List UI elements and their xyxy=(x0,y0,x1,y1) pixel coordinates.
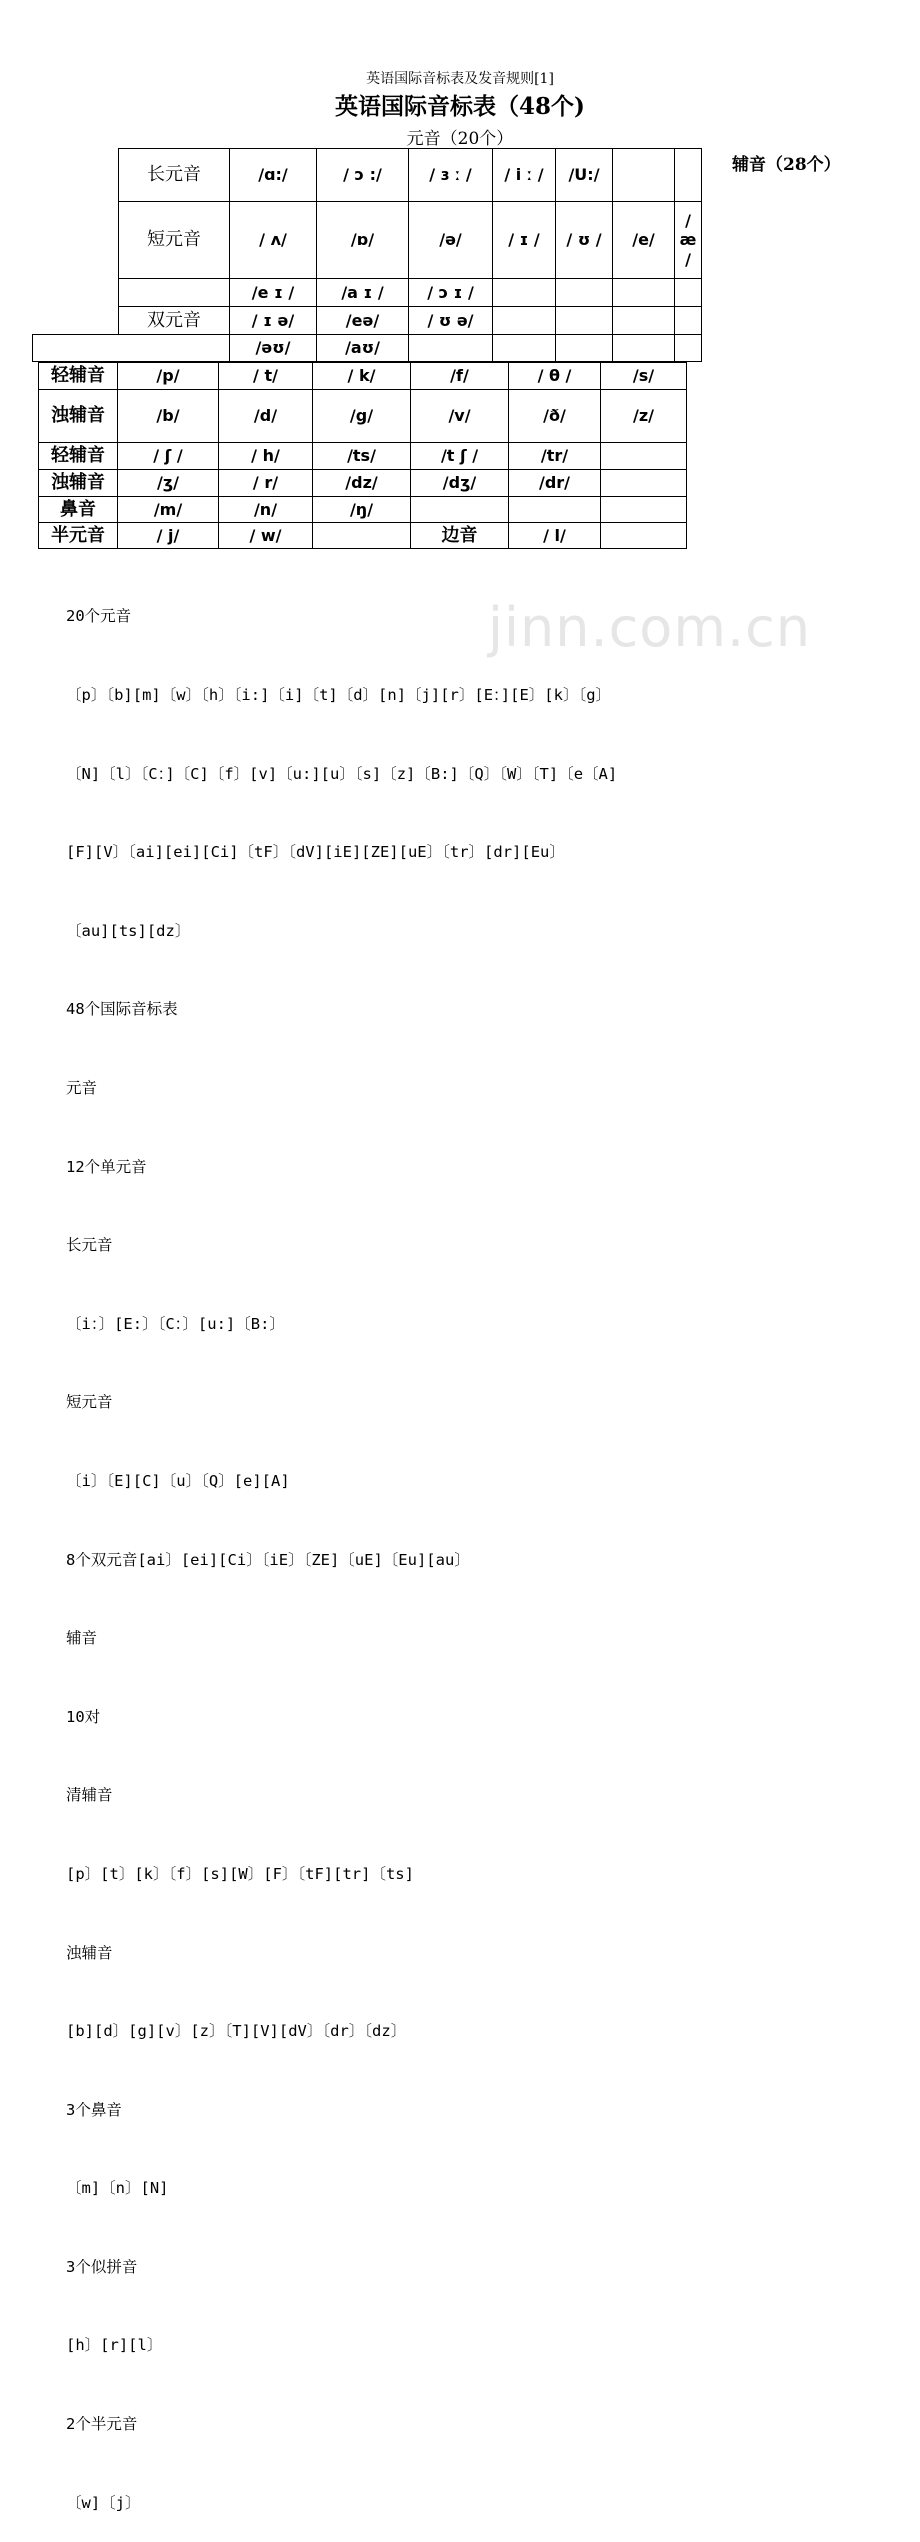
notes-line: 浊辅音 xyxy=(66,1943,113,1962)
consonant-cell: / j/ xyxy=(117,522,219,549)
vowel-cell: /ɑ:/ xyxy=(229,148,317,202)
consonant-cell: /p/ xyxy=(117,362,219,390)
consonant-cell xyxy=(600,469,687,497)
consonant-cell: / r/ xyxy=(218,469,313,497)
document-file-title: 英语国际音标表及发音规则[1] xyxy=(366,71,554,87)
consonant-cell: / h/ xyxy=(218,442,313,470)
vowel-cell: /e ɪ / xyxy=(229,278,317,307)
vowel-cell xyxy=(612,278,675,307)
vowel-cell xyxy=(612,148,675,202)
consonant-cell: /d/ xyxy=(218,389,313,443)
consonant-cell: /dr/ xyxy=(508,469,601,497)
vowel-cell: / ʊ / xyxy=(555,201,613,279)
vowel-cell: / ɜ ː / xyxy=(408,148,493,202)
consonant-cell: /v/ xyxy=(410,389,509,443)
notes-line: [h〕[r][l〕 xyxy=(66,2336,163,2355)
consonant-cell: / t/ xyxy=(218,362,313,390)
notes-line: 3个鼻音 xyxy=(66,2100,122,2119)
consonant-cell xyxy=(410,496,509,523)
vowel-cell: / ɪ ə/ xyxy=(229,306,317,335)
consonant-cell: /s/ xyxy=(600,362,687,390)
consonant-row-label: 轻辅音 xyxy=(38,362,118,390)
lateral-label: 边音 xyxy=(410,522,509,549)
notes-line: 〔p〕〔b][m]〔w〕〔h〕〔i:]〔i]〔t]〔d〕[n]〔j][r〕[E：][E〕[k〕〔g〕 xyxy=(66,686,612,704)
vowel-cell: / i ː / xyxy=(492,148,556,202)
notes-line: 48个国际音标表 xyxy=(66,1000,178,1019)
notes-line: 10对 xyxy=(66,1707,101,1726)
consonant-row-label: 半元音 xyxy=(38,522,118,549)
consonant-cell: /t ʃ / xyxy=(410,442,509,470)
long-vowel-label: 长元音 xyxy=(118,148,230,202)
consonant-row-label: 轻辅音 xyxy=(38,442,118,470)
consonant-cell: / ʃ / xyxy=(117,442,219,470)
consonant-cell: /b/ xyxy=(117,389,219,443)
vowel-cell xyxy=(492,306,556,335)
notes-line: 清辅音 xyxy=(66,1786,113,1805)
diphthong-label: 双元音 xyxy=(118,306,230,335)
consonant-cell: /ŋ/ xyxy=(312,496,411,523)
watermark: jinn.com.cn xyxy=(488,596,812,659)
consonant-row-label: 浊辅音 xyxy=(38,389,118,443)
vowel-cell: /ə/ xyxy=(408,201,493,279)
vowel-cell xyxy=(674,278,702,307)
consonant-cell: /ʒ/ xyxy=(117,469,219,497)
diphthong-label-spacer xyxy=(32,334,230,362)
vowel-cell: / ʌ/ xyxy=(229,201,317,279)
vowel-cell: /ɒ/ xyxy=(316,201,409,279)
notes-line: [p〕[t〕[k〕〔f〕[s][W〕[F〕〔tF][tr]〔ts] xyxy=(66,1864,414,1883)
vowel-cell: / ʊ ə/ xyxy=(408,306,493,335)
consonant-cell xyxy=(312,522,411,549)
notes-line: 〔i：〕[E:〕〔C：〕[u:]〔B:〕 xyxy=(66,1314,285,1333)
consonant-cell: /z/ xyxy=(600,389,687,443)
notes-text xyxy=(66,551,617,2542)
vowel-cell xyxy=(555,334,613,362)
consonant-cell: / w/ xyxy=(218,522,313,549)
vowel-cell xyxy=(674,306,702,335)
consonant-cell xyxy=(508,496,601,523)
notes-line: 〔au][ts][dz〕 xyxy=(66,921,191,940)
vowel-cell: /eə/ xyxy=(316,306,409,335)
consonant-cell: /f/ xyxy=(410,362,509,390)
vowel-cell: / ɔ :/ xyxy=(316,148,409,202)
vowel-cell xyxy=(492,334,556,362)
consonant-cell: /dʒ/ xyxy=(410,469,509,497)
notes-line: [F][V〕〔ai][ei][Ci]〔tF〕〔dV][iE][ZE][uE〕〔tr〕[dr][Eu〕 xyxy=(66,843,565,862)
notes-line: 元音 xyxy=(66,1078,98,1097)
vowel-cell xyxy=(674,334,702,362)
notes-line: 〔i〕〔E][C]〔u〕〔Q〕[e][A] xyxy=(66,1471,290,1490)
vowel-cell xyxy=(555,278,613,307)
vowel-cell xyxy=(612,306,675,335)
notes-line: 短元音 xyxy=(66,1393,113,1412)
notes-line: 辅音 xyxy=(66,1629,98,1648)
notes-line: 3个似拼音 xyxy=(66,2257,138,2276)
diphthong-label-spacer xyxy=(118,278,230,307)
consonant-cell: /tr/ xyxy=(508,442,601,470)
notes-line: 〔w]〔j〕 xyxy=(66,2493,141,2512)
consonant-cell: /g/ xyxy=(312,389,411,443)
consonant-cell: / k/ xyxy=(312,362,411,390)
consonant-cell: /ð/ xyxy=(508,389,601,443)
vowel-cell: /e/ xyxy=(612,201,675,279)
vowel-cell xyxy=(408,334,493,362)
vowel-cell: /U:/ xyxy=(555,148,613,202)
notes-line: 〔m]〔n〕[N] xyxy=(66,2179,169,2198)
notes-line: 12个单元音 xyxy=(66,1157,147,1176)
vowel-cell xyxy=(674,148,702,202)
notes-line: 长元音 xyxy=(66,1236,113,1255)
consonant-cell: /ts/ xyxy=(312,442,411,470)
consonants-section-title: 辅音（28个） xyxy=(732,155,841,175)
consonant-row-label: 鼻音 xyxy=(38,496,118,523)
vowel-cell: /aʊ/ xyxy=(316,334,409,362)
consonant-cell: /n/ xyxy=(218,496,313,523)
consonant-cell: /dz/ xyxy=(312,469,411,497)
vowel-cell xyxy=(612,334,675,362)
consonant-cell xyxy=(600,442,687,470)
notes-line: 2个半元音 xyxy=(66,2415,138,2434)
vowel-cell: / æ / xyxy=(674,201,702,279)
page-title: 英语国际音标表（48个) xyxy=(335,93,585,120)
consonant-cell: / θ / xyxy=(508,362,601,390)
notes-line: [b][d〕[g][v〕[z〕〔T][V][dV〕〔dr〕〔dz〕 xyxy=(66,2022,407,2041)
vowel-cell: /əʊ/ xyxy=(229,334,317,362)
notes-line: 〔N]〔l〕〔C：]〔C]〔f〕[v]〔u:][u〕〔s]〔z]〔B:]〔Q〕〔W〕〔T]〔e〔A] xyxy=(66,764,618,783)
vowel-cell: / ɔ ɪ / xyxy=(408,278,493,307)
vowels-section-title: 元音（20个） xyxy=(406,129,514,149)
vowel-cell xyxy=(492,278,556,307)
consonant-cell xyxy=(600,522,687,549)
vowel-cell: /a ɪ / xyxy=(316,278,409,307)
vowel-cell xyxy=(555,306,613,335)
vowel-cell: / ɪ / xyxy=(492,201,556,279)
consonant-row-label: 浊辅音 xyxy=(38,469,118,497)
consonant-cell: /m/ xyxy=(117,496,219,523)
short-vowel-label: 短元音 xyxy=(118,201,230,279)
consonant-cell: / l/ xyxy=(508,522,601,549)
consonant-cell xyxy=(600,496,687,523)
notes-line: 20个元音 xyxy=(66,607,132,626)
notes-line: 8个双元音[ai〕[ei][Ci〕〔iE〕〔ZE]〔uE]〔Eu][au〕 xyxy=(66,1550,470,1569)
